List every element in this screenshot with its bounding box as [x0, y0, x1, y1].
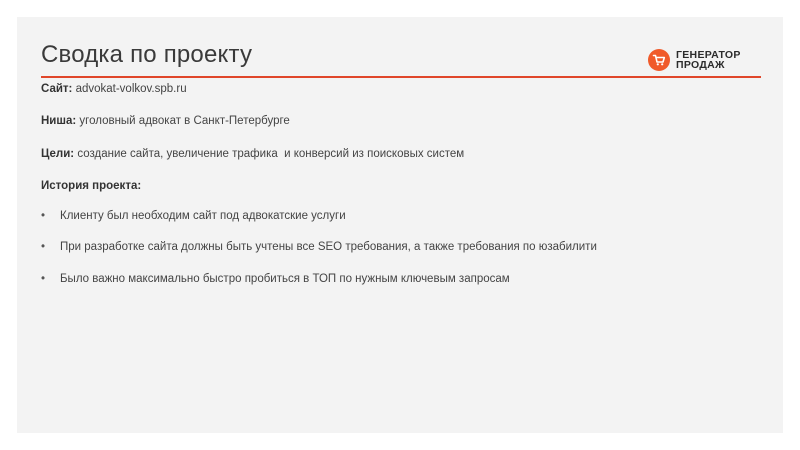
list-item-text: При разработке сайта должны быть учтены все SEO требования, а также требования по юзабилити: [60, 241, 597, 253]
title-divider: [41, 76, 761, 78]
bullet-icon: •: [41, 210, 46, 222]
brand-logo-line1: ГЕНЕРАТОР: [676, 49, 741, 61]
bullet-icon: •: [41, 273, 46, 285]
history-heading-row: [41, 180, 141, 192]
brand-logo-text: [676, 50, 741, 70]
brand-logo: [648, 47, 741, 73]
goals-row: [41, 148, 464, 160]
site-value: advokat-volkov.spb.ru: [75, 83, 187, 95]
brand-logo-line2: ПРОДАЖ: [676, 59, 725, 71]
history-heading: История проекта:: [41, 180, 142, 192]
goals-label: Цели:: [41, 148, 75, 160]
cart-icon: [648, 49, 670, 71]
site-label: Сайт:: [41, 83, 73, 95]
list-item-text: Клиенту был необходим сайт под адвокатские услуги: [60, 210, 346, 222]
site-row: [41, 83, 187, 95]
niche-row: [41, 115, 290, 127]
niche-value: уголовный адвокат в Санкт-Петербурге: [79, 115, 290, 127]
page-title: Сводка по проекту: [41, 41, 253, 68]
bullet-icon: •: [41, 241, 46, 253]
niche-label: Ниша:: [41, 115, 77, 127]
slide: [17, 17, 783, 433]
list-item-text: Было важно максимально быстро пробиться в ТОП по нужным ключевым запросам: [60, 273, 510, 285]
goals-value: создание сайта, увеличение трафика и конверсий из поисковых систем: [77, 148, 465, 160]
